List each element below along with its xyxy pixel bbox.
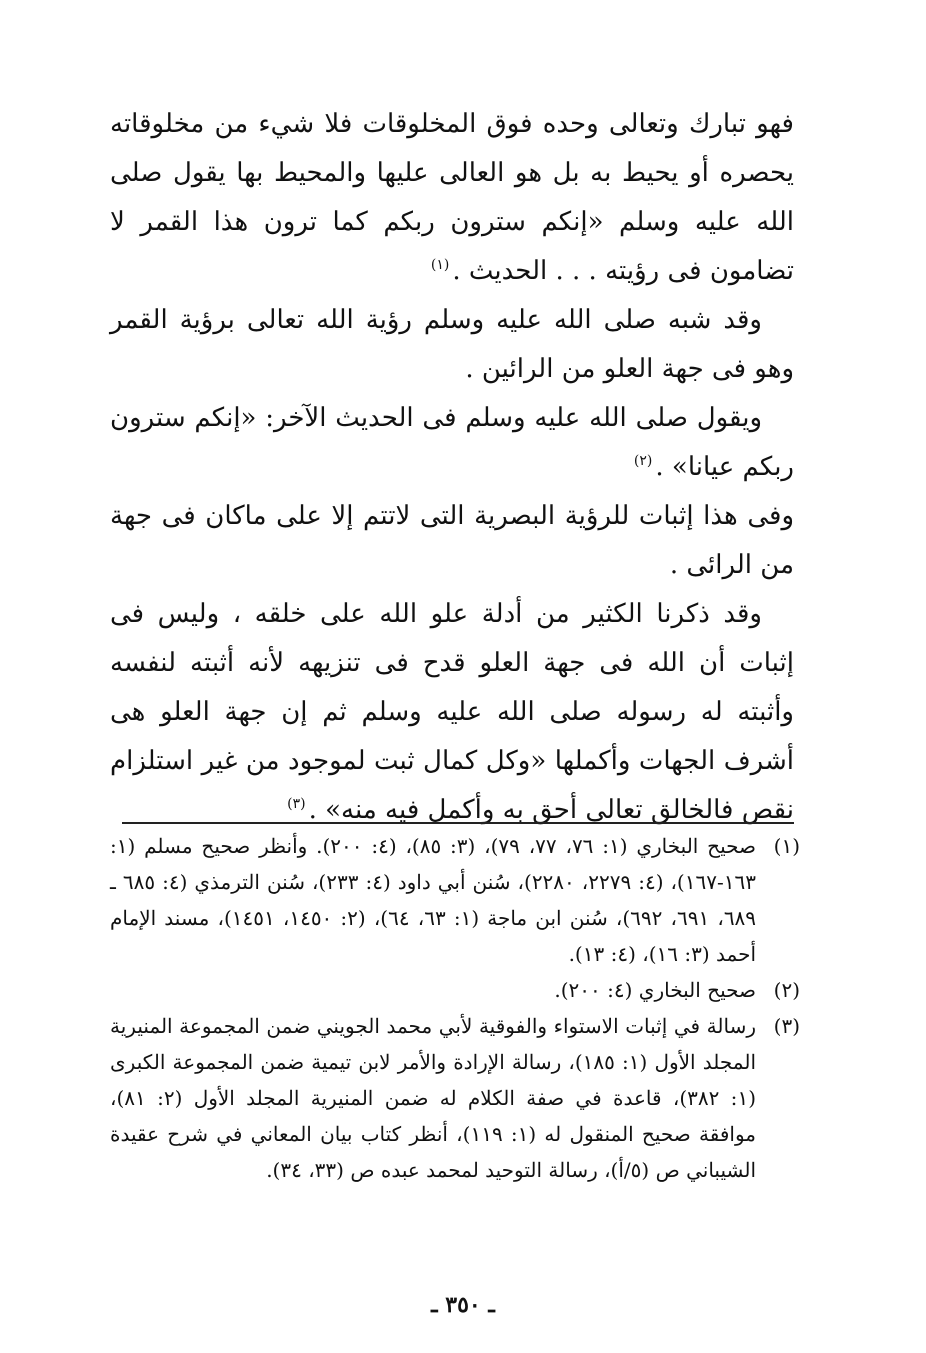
paragraph-1-text: فهو تبارك وتعالى وحده فوق المخلوقات فلا شيء من مخلوقاته يحصره أو يحيط به بل هو العالى عليها والمحيط بها يقول صلى الله عليه وسلم «إنكم سترون ربكم كما ترون هذا القمر لا تضامون فى رؤيته . . . الحديث . [110,109,794,286]
footnote-2-number: (٢) [773,978,800,1002]
paragraph-2-text: وقد شبه صلى الله عليه وسلم رؤية الله تعالى برؤية القمر وهو فى جهة العلو من الرائين . [110,305,794,384]
footnote-2 [110,972,800,1008]
footnote-2-text: صحيح البخاري (٤: ٢٠٠). [554,978,756,1002]
paragraph-4-text: وفى هذا إثبات للرؤية البصرية التى لاتتم إلا على ماكان فى جهة من الرائى . [110,501,794,580]
footnote-1-text: صحيح البخاري (١: ٧٦، ٧٧، ٧٩)، (٣: ٨٥)، (٤: ٢٠٠). وأنظر صحيح مسلم (١: ١٦٣-١٦٧)، (٤: ٢٢٧٩، ٢٢٨٠)، سُنن أبي داود (٤: ٢٣٣)، سُنن الترمذي (٤: ٦٨٥ ـ ٦٨٩، ٦٩١، ٦٩٢)، سُنن ابن ماجة (١: ٦٣، ٦٤)، (٢: ١٤٥٠، ١٤٥١)، مسند الإمام أحمد (٣: ١٦)، (٤: ١٣). [110,834,757,966]
footnote-mark-3: (٣) [287,796,306,813]
footnote-separator [122,822,794,824]
paragraph-3 [110,394,794,492]
paragraph-2 [110,296,794,394]
footnote-1-number: (١) [773,834,800,858]
paragraph-3-text: ويقول صلى الله عليه وسلم فى الحديث الآخر: «إنكم سترون ربكم عيانا» . [110,403,794,482]
footnote-mark-2: (٢) [633,453,653,470]
footnote-3-number: (٣) [773,1014,800,1038]
footnote-3 [110,1008,800,1188]
paragraph-4 [110,492,794,590]
footnote-mark-1: (١) [430,257,450,274]
paragraph-5-text: وقد ذكرنا الكثير من أدلة علو الله على خلقه ، وليس فى إثبات أن الله فى جهة العلو قدح فى تنزيهه لأنه أثبته لنفسه وأثبته له رسوله صلى الله عليه وسلم ثم إن جهة العلو هى أشرف الجهات وأكملها «وكل كمال ثبت لموجود من غير استلزام نقص فالخالق تعالى أحق به وأكمل فيه منه» . [110,599,794,825]
paragraph-5 [110,590,794,835]
paragraph-1 [110,100,794,296]
footnote-1 [110,828,800,972]
footnote-3-text: رسالة في إثبات الاستواء والفوقية لأبي محمد الجويني ضمن المجموعة المنيرية المجلد الأول (١: ١٨٥)، رسالة الإرادة والأمر لابن تيمية ضمن المجموعة الكبرى (١: ٣٨٢)، قاعدة في صفة الكلام له ضمن المنيرية المجلد الأول (٢: ٨١)، موافقة صحيح المنقول له (١: ١١٩)، أنظر كتاب بيان المعاني في شرح عقيدة الشيباني ص (٥/أ)، رسالة التوحيد لمحمد عبده ص (٣٣، ٣٤). [110,1014,756,1182]
main-text [110,100,794,835]
footnotes [110,828,800,1188]
page-number: ـ ٣٥٠ ـ [431,1292,495,1318]
